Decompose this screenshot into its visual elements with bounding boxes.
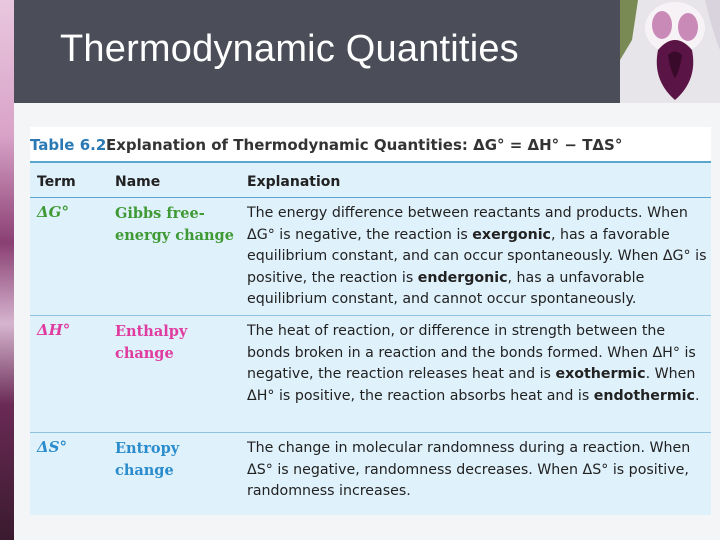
term-cell: ΔH° xyxy=(37,321,71,339)
name-cell: Entropy change xyxy=(115,440,180,479)
table-number: Table 6.2 xyxy=(30,136,107,154)
explanation-cell: The change in molecular randomness during a reaction. When ΔS° is negative, randomness decreases. When ΔS° is positive, randomness increases. xyxy=(247,440,691,500)
orchid-icon xyxy=(620,0,720,103)
row-divider xyxy=(30,432,711,433)
table-row xyxy=(30,318,711,430)
header-term: Term xyxy=(37,174,76,190)
name-cell: Gibbs free-energy change xyxy=(115,205,234,244)
explanation-cell: The heat of reaction, or difference in strength between the bonds broken in a reaction and the bonds formed. When ΔH° is negative, the reaction releases heat and is exothermic. When ΔH° is positive, the reaction absorbs heat and is endothermic. xyxy=(247,323,700,404)
term-cell: ΔS° xyxy=(37,438,67,456)
table-row xyxy=(30,435,711,507)
table-row xyxy=(30,200,711,313)
table-header-row xyxy=(30,168,711,198)
orchid-image xyxy=(620,0,720,103)
header-explanation: Explanation xyxy=(247,174,341,190)
title-bar xyxy=(14,0,620,103)
slide-title: Thermodynamic Quantities xyxy=(60,28,519,70)
header-name: Name xyxy=(115,174,161,190)
term-cell: ΔG° xyxy=(37,203,69,221)
table-caption xyxy=(30,127,711,163)
explanation-cell: The energy difference between reactants and products. When ΔG° is negative, the reaction is exergonic, has a favorable equilibrium constant, and can occur spontaneously. When ΔG° is positive, the reaction is endergonic, has a unfavorable equilibrium constant, and cannot occur spontaneously. xyxy=(247,205,707,308)
table-caption-text: Explanation of Thermodynamic Quantities: ΔG° = ΔH° − TΔS° xyxy=(106,136,623,154)
name-cell: Enthalpy change xyxy=(115,323,188,362)
row-divider xyxy=(30,315,711,316)
